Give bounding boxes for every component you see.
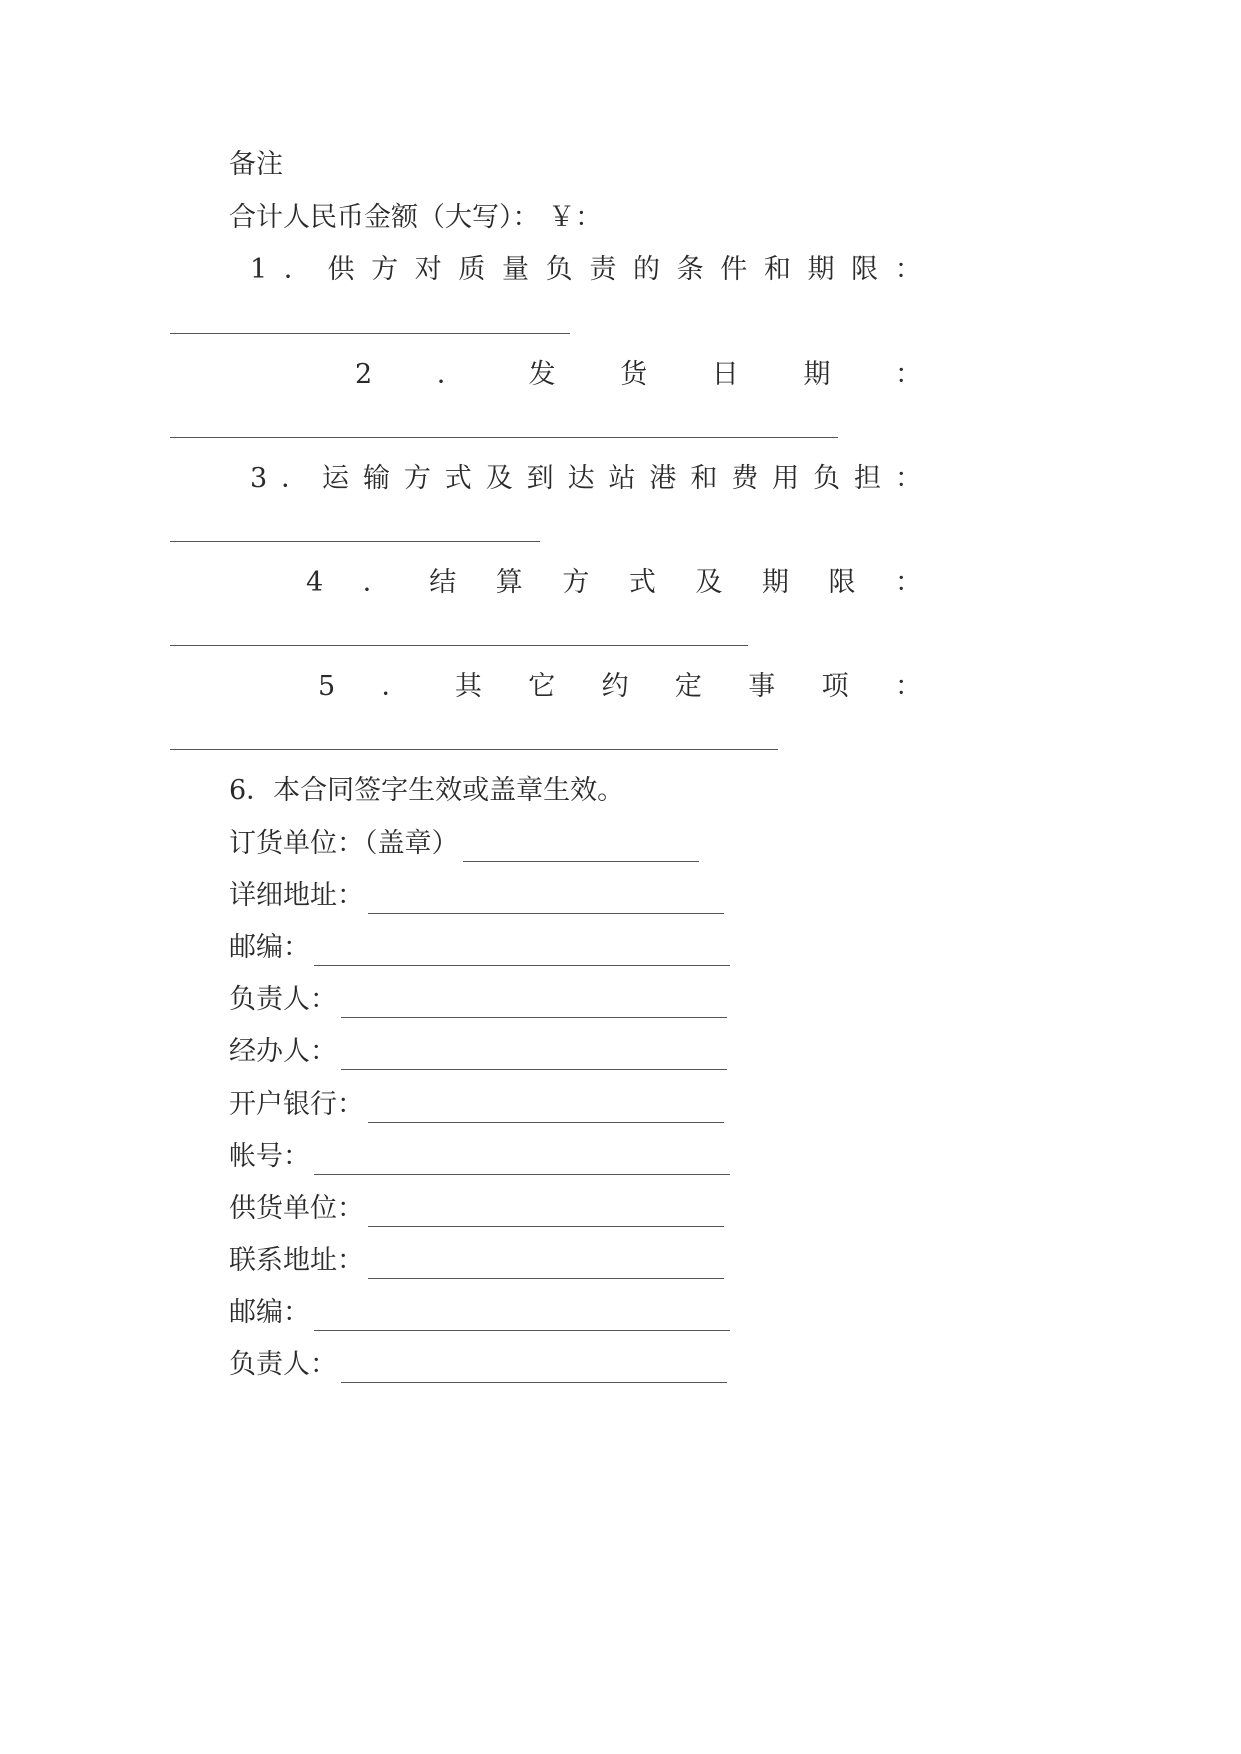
field-label: 邮编： [229,932,310,963]
field-label: 帐号： [229,1141,310,1172]
clause-2: 2 ． 发 货 日 期 ： [355,359,922,390]
field-detailed-address [229,878,724,914]
field-label: 负责人： [229,1349,337,1380]
clause-4: 4 ． 结 算 方 式 及 期 限 ： [306,567,922,598]
field-blank[interactable] [341,1047,727,1070]
field-label: 订货单位：（盖章） [229,828,459,859]
field-blank[interactable] [314,943,730,966]
field-blank[interactable] [368,1204,724,1227]
field-label: 经办人： [229,1036,337,1067]
field-blank[interactable] [368,891,724,914]
field-label: 负责人： [229,984,337,1015]
field-bank [229,1087,724,1123]
clause-3: 3 ． 运 输 方 式 及 到 达 站 港 和 费 用 负 担 ： [250,463,922,494]
clause-4-blank-line [170,645,748,646]
field-label: 联系地址： [229,1245,364,1276]
field-account-number [229,1139,730,1175]
field-label: 供货单位： [229,1193,364,1224]
field-blank[interactable] [463,839,699,862]
field-postcode [229,930,730,966]
clause-6: 6．本合同签字生效或盖章生效。 [229,775,625,806]
field-label: 邮编： [229,1297,310,1328]
field-orderer-unit [229,826,699,862]
clause-1: 1 ． 供 方 对 质 量 负 责 的 条 件 和 期 限 ： [250,254,922,285]
clause-3-blank-line [170,541,540,542]
clause-2-blank-line [170,437,838,438]
clause-5: 5 ． 其 它 约 定 事 项 ： [318,671,922,702]
clause-1-blank-line [170,333,570,334]
remark-label: 备注 [229,149,283,180]
total-amount-label: 合计人民币金额（大写）： ￥： [229,202,603,233]
clause-5-blank-line [170,749,778,750]
field-blank[interactable] [314,1308,730,1331]
field-blank[interactable] [314,1152,730,1175]
field-supplier-unit [229,1191,724,1227]
field-contact-address [229,1243,724,1279]
field-blank[interactable] [341,1360,727,1383]
field-blank[interactable] [341,995,727,1018]
field-blank[interactable] [368,1256,724,1279]
field-blank[interactable] [368,1100,724,1123]
field-handler [229,1034,727,1070]
field-postcode-2 [229,1295,730,1331]
field-label: 详细地址： [229,880,364,911]
field-person-in-charge-2 [229,1347,727,1383]
field-person-in-charge [229,982,727,1018]
field-label: 开户银行： [229,1089,364,1120]
